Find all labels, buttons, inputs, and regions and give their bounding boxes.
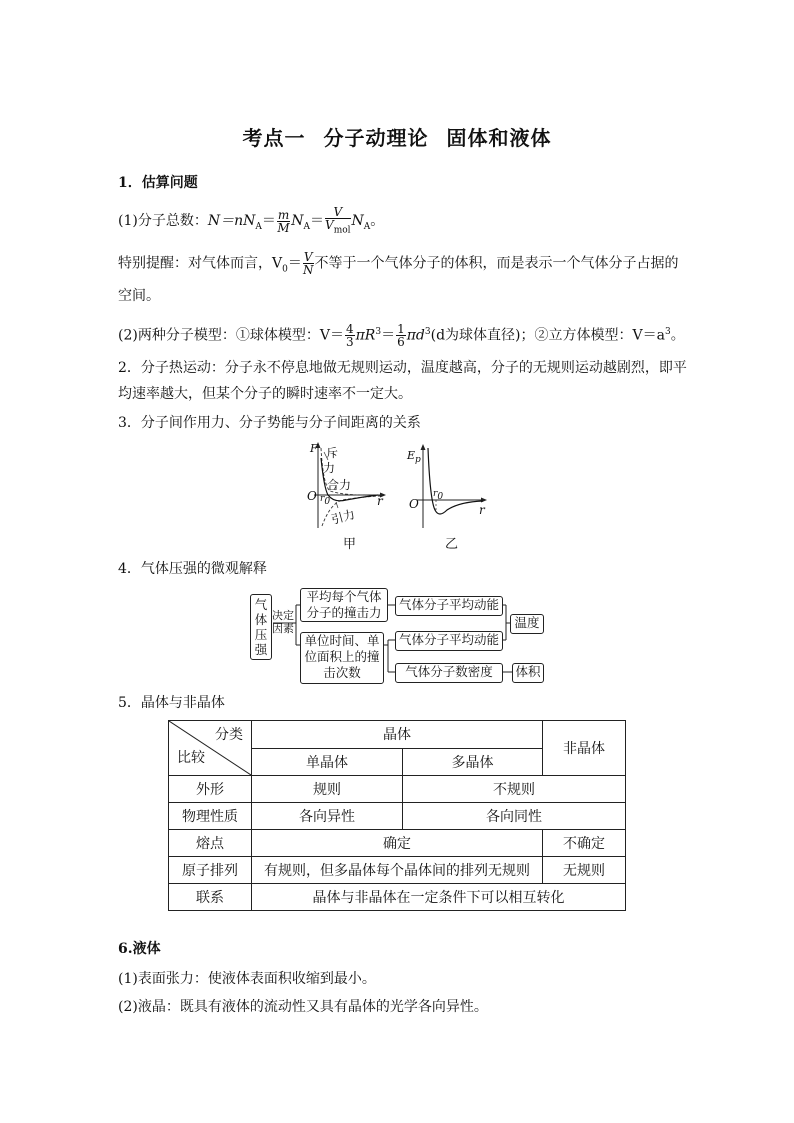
formula-prefix: (1)分子总数： [118, 213, 208, 230]
axis-label-r2: r [479, 503, 485, 517]
cell: 各向同性 [403, 803, 626, 830]
r0-sub: 0 [437, 491, 444, 502]
qt-char: 强 [254, 642, 268, 657]
temperature-box: 温度 [510, 614, 544, 634]
axis-origin-o: O [307, 489, 317, 503]
models-prefix: (2)两种分子模型：①球体模型：V＝ [118, 327, 344, 344]
eq-sign: ＝ [381, 327, 396, 344]
frac-den: N [302, 263, 314, 277]
box-line: 分子的撞击力 [306, 605, 382, 620]
collision-count-box [300, 632, 384, 684]
tip-line [118, 251, 679, 278]
table-row [169, 830, 626, 857]
volume-box: 体积 [512, 663, 544, 683]
gas-pressure-box [250, 594, 272, 660]
row-header: 物理性质 [169, 803, 252, 830]
diag-header [169, 721, 251, 775]
section5-heading: 5．晶体与非晶体 [118, 695, 225, 711]
table-row [169, 884, 626, 911]
decisive-factors-label [272, 609, 294, 635]
box-line: 击次数 [323, 665, 361, 680]
avg-kinetic-energy-box-2: 气体分子平均动能 [395, 631, 503, 651]
tip-continue: 空间。 [118, 288, 160, 304]
label-chi: 斥 [326, 446, 339, 460]
box-line: 位面积上的撞 [304, 649, 380, 664]
frac-den: M [277, 220, 290, 235]
crystal-table [168, 720, 626, 911]
frac-num: V [303, 250, 313, 264]
section3-heading: 3．分子间作用力、分子势能与分子间距离的关系 [118, 415, 421, 431]
formula-models [118, 323, 685, 348]
sub-mol: mol [333, 225, 351, 236]
avg-kinetic-energy-box-1: 气体分子平均动能 [395, 596, 503, 616]
title-part3: 固体和液体 [446, 126, 552, 150]
eq-sign: ＝ [287, 255, 302, 272]
sup-3b: 3 [424, 327, 431, 337]
models-note: (d为球体直径)；②立方体模型：V＝a [430, 327, 665, 344]
number-density-box: 气体分子数密度 [395, 663, 503, 683]
pi-r: πR [355, 327, 376, 344]
box-line: 单位时间、单 [304, 633, 380, 648]
section1-heading: 1．估算问题 [118, 175, 198, 191]
frac-num: 1 [397, 322, 405, 337]
diag-header-cell [169, 721, 252, 776]
section2-line2: 均速率越大，但某个分子的瞬时速率不一定大。 [118, 386, 412, 402]
fraction-m-over-M [277, 209, 290, 234]
header-fenlei: 分类 [215, 727, 243, 743]
row-header: 原子排列 [169, 857, 252, 884]
tip-rest: 不等于一个气体分子的体积，而是表示一个气体分子占据的 [314, 255, 679, 272]
sub-a-1: A [255, 221, 262, 232]
table-row [169, 803, 626, 830]
axis-origin-o2: O [409, 497, 419, 511]
table-row [169, 776, 626, 803]
label-yinli: 引力 [329, 507, 357, 527]
axis-label-r: r [377, 494, 383, 508]
axis-label-ep [407, 449, 421, 465]
end-mark: 。 [370, 213, 385, 230]
frac-num: 4 [345, 322, 354, 337]
qt-char: 体 [254, 612, 268, 627]
tip-prefix: 特别提醒：对气体而言，V [118, 255, 283, 272]
frac-num: m [277, 207, 290, 222]
sup-3c: 3 [664, 327, 671, 337]
header-feijingti: 非晶体 [543, 721, 626, 776]
section2-line1: 2．分子热运动：分子永不停息地做无规则运动，温度越高，分子的无规则运动越剧烈，即平 [118, 360, 687, 376]
frac-den: V [325, 218, 334, 232]
title-part2: 分子动理论 [323, 126, 429, 150]
ep-sub: p [415, 455, 421, 466]
table-row [169, 857, 626, 884]
eq-sign-2: ＝ [310, 213, 325, 230]
section6-heading: 6.液体 [118, 941, 161, 957]
cell: 不规则 [403, 776, 626, 803]
label-heli: 合力 [327, 478, 352, 492]
fraction-1-6 [396, 323, 406, 348]
eq-sign: ＝ [261, 213, 276, 230]
sub-0: 0 [282, 264, 288, 275]
fraction-4-3 [345, 323, 355, 348]
sub-a-3: A [363, 221, 371, 232]
cell: 确定 [252, 830, 543, 857]
label-r0b [433, 489, 443, 502]
formula-total-molecules [118, 206, 384, 236]
frac-den: 6 [397, 335, 405, 350]
frac-den: 3 [345, 335, 354, 350]
r0-sub: 0 [324, 496, 331, 507]
na-tail: N [351, 213, 364, 230]
cell: 晶体与非晶体在一定条件下可以相互转化 [252, 884, 626, 911]
row-header: 外形 [169, 776, 252, 803]
jd-line1: 决定 [272, 609, 294, 622]
header-danjingti: 单晶体 [252, 748, 403, 776]
axis-label-f: F [310, 442, 318, 455]
caption-jia: 甲 [343, 537, 357, 552]
header-bijiao: 比较 [177, 750, 205, 766]
pi-d: πd [406, 327, 425, 344]
fraction-V-over-Vmol [325, 206, 351, 236]
fraction-V-over-N [303, 251, 314, 276]
impact-force-box [300, 588, 388, 622]
sup-3: 3 [375, 327, 382, 337]
title-part1: 考点一 [242, 126, 306, 150]
section6-line2: (2)液晶：既具有液体的流动性又具有晶体的光学各向异性。 [118, 999, 488, 1015]
label-r0 [320, 494, 330, 507]
ep-e: E [407, 449, 416, 462]
jd-line2: 因素 [272, 622, 294, 635]
qt-char: 气 [254, 597, 268, 612]
box-line: 平均每个气体 [306, 589, 382, 604]
frac-num: V [325, 206, 351, 219]
label-li: 力 [323, 461, 336, 475]
r0-r: r [320, 494, 325, 504]
cell: 无规则 [543, 857, 626, 884]
section6-line1: (1)表面张力：使液体表面积收缩到最小。 [118, 971, 376, 987]
cell: 不确定 [543, 830, 626, 857]
section4-heading: 4．气体压强的微观解释 [118, 561, 267, 577]
qt-char: 压 [254, 627, 268, 642]
cell: 规则 [252, 776, 403, 803]
header-jingti: 晶体 [252, 721, 543, 749]
page-title [0, 122, 794, 151]
table-row [169, 721, 626, 749]
row-header: 熔点 [169, 830, 252, 857]
row-header: 联系 [169, 884, 252, 911]
sub-a-2: A [303, 221, 311, 232]
cell: 有规则，但多晶体每个晶体间的排列无规则 [252, 857, 543, 884]
formula-term: N＝nN [207, 213, 256, 230]
cell: 各向异性 [252, 803, 403, 830]
caption-yi: 乙 [445, 537, 459, 552]
header-duojingti: 多晶体 [403, 748, 543, 776]
r0-r: r [433, 489, 438, 499]
na-term: N [291, 213, 304, 230]
end-mark: 。 [670, 327, 685, 344]
